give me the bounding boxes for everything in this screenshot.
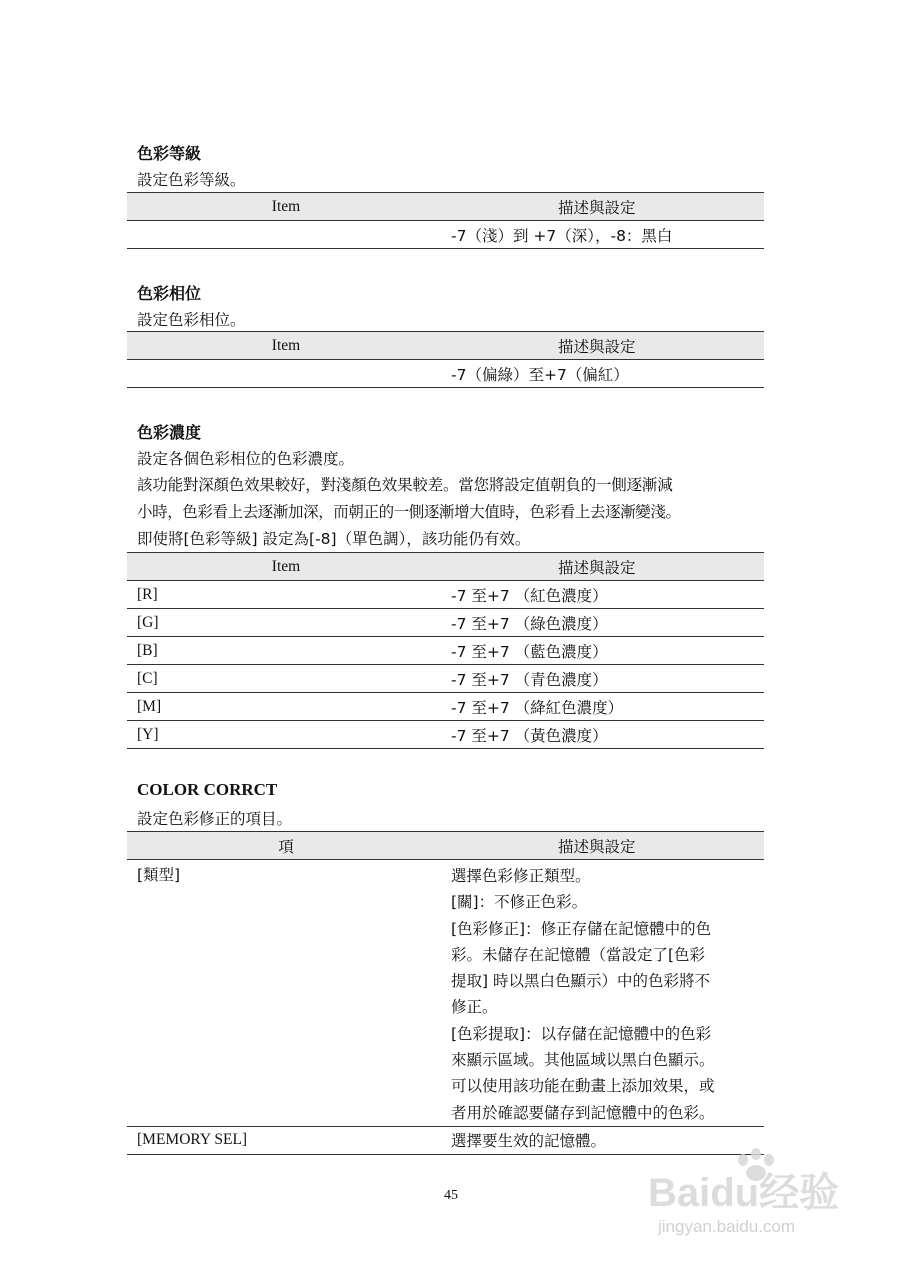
table-row <box>127 721 764 749</box>
section-desc-line: 小時，色彩看上去逐漸加深，而朝正的一側逐漸增大值時，色彩看上去逐漸變淺。 <box>137 503 681 521</box>
section-title-color-density: 色彩濃度 <box>137 423 202 442</box>
section-desc-line: 設定各個色彩相位的色彩濃度。 <box>137 450 355 468</box>
table-row <box>127 221 764 249</box>
table-row <box>127 360 764 388</box>
table-color-correct <box>127 831 764 1155</box>
section-title-color-level: 色彩等級 <box>137 144 202 163</box>
row-setting: -7（淺）到 +7（深），-8：黑白 <box>445 221 764 249</box>
row-setting: -7 至+7 （藍色濃度） <box>445 637 764 665</box>
watermark-url: jingyan.baidu.com <box>658 1217 796 1236</box>
section-desc-color-level: 設定色彩等級。 <box>137 171 246 189</box>
setting-line: 可以使用該功能在動畫上添加效果，或 <box>451 1077 715 1096</box>
baidu-watermark-logo <box>640 1140 870 1240</box>
row-item: [MEMORY SEL] <box>127 1126 445 1154</box>
setting-line: [關]：不修正色彩。 <box>451 893 588 912</box>
header-setting: 描述與設定 <box>445 832 764 860</box>
row-item: [G] <box>127 609 445 637</box>
row-setting: -7 至+7 （絳紅色濃度） <box>445 693 764 721</box>
row-item: [M] <box>127 693 445 721</box>
section-title-color-correct: COLOR CORRCT <box>137 780 278 799</box>
section-desc-line: 即使將[色彩等級] 設定為[-8]（單色調），該功能仍有效。 <box>137 530 531 548</box>
header-item: Item <box>127 332 445 360</box>
row-setting: -7 至+7 （黃色濃度） <box>445 721 764 749</box>
row-item: [R] <box>127 581 445 609</box>
table-color-density <box>127 552 764 749</box>
table-header <box>127 832 764 860</box>
row-item: [B] <box>127 637 445 665</box>
table-row <box>127 637 764 665</box>
table-row <box>127 581 764 609</box>
table-row <box>127 665 764 693</box>
row-item <box>127 360 445 388</box>
table-header <box>127 332 764 360</box>
section-desc-line: 該功能對深顏色效果較好，對淺顏色效果較差。當您將設定值朝負的一側逐漸減 <box>137 476 673 494</box>
table-row <box>127 860 764 1127</box>
page-number: 45 <box>444 1188 458 1203</box>
section-desc-color-correct: 設定色彩修正的項目。 <box>137 810 293 828</box>
setting-line: 提取] 時以黑白色顯示）中的色彩將不 <box>451 972 710 991</box>
row-setting: -7 至+7 （青色濃度） <box>445 665 764 693</box>
setting-line: 選擇色彩修正類型。 <box>451 867 591 885</box>
header-setting: 描述與設定 <box>445 553 764 581</box>
header-item: Item <box>127 193 445 221</box>
header-setting: 描述與設定 <box>445 193 764 221</box>
section-desc-color-phase: 設定色彩相位。 <box>137 311 246 329</box>
setting-line: [色彩提取]：以存儲在記憶體中的色彩 <box>451 1024 712 1043</box>
setting-line: 者用於確認要儲存到記憶體中的色彩。 <box>451 1103 715 1122</box>
table-color-phase <box>127 331 764 388</box>
table-row <box>127 609 764 637</box>
row-item: [類型] <box>127 860 445 1127</box>
row-setting <box>445 860 764 1127</box>
setting-line: 來顯示區域。其他區域以黑白色顯示。 <box>451 1051 715 1070</box>
header-item: Item <box>127 553 445 581</box>
table-color-level <box>127 192 764 249</box>
row-setting: 選擇要生效的記憶體。 <box>445 1126 764 1154</box>
row-item <box>127 221 445 249</box>
row-item: [C] <box>127 665 445 693</box>
table-row <box>127 693 764 721</box>
header-setting: 描述與設定 <box>445 332 764 360</box>
section-title-color-phase: 色彩相位 <box>137 284 202 303</box>
watermark-brand: Baidu经验 <box>648 1171 840 1215</box>
row-setting: -7（偏綠）至+7（偏紅） <box>445 360 764 388</box>
setting-line: 修正。 <box>451 998 498 1017</box>
row-setting: -7 至+7 （紅色濃度） <box>445 581 764 609</box>
setting-line: [色彩修正]：修正存儲在記憶體中的色 <box>451 919 712 938</box>
header-item: 項 <box>127 832 445 860</box>
row-item: [Y] <box>127 721 445 749</box>
table-header <box>127 193 764 221</box>
row-setting: -7 至+7 （綠色濃度） <box>445 609 764 637</box>
table-header <box>127 553 764 581</box>
setting-line: 彩。未儲存在記憶體（當設定了[色彩 <box>451 945 706 964</box>
